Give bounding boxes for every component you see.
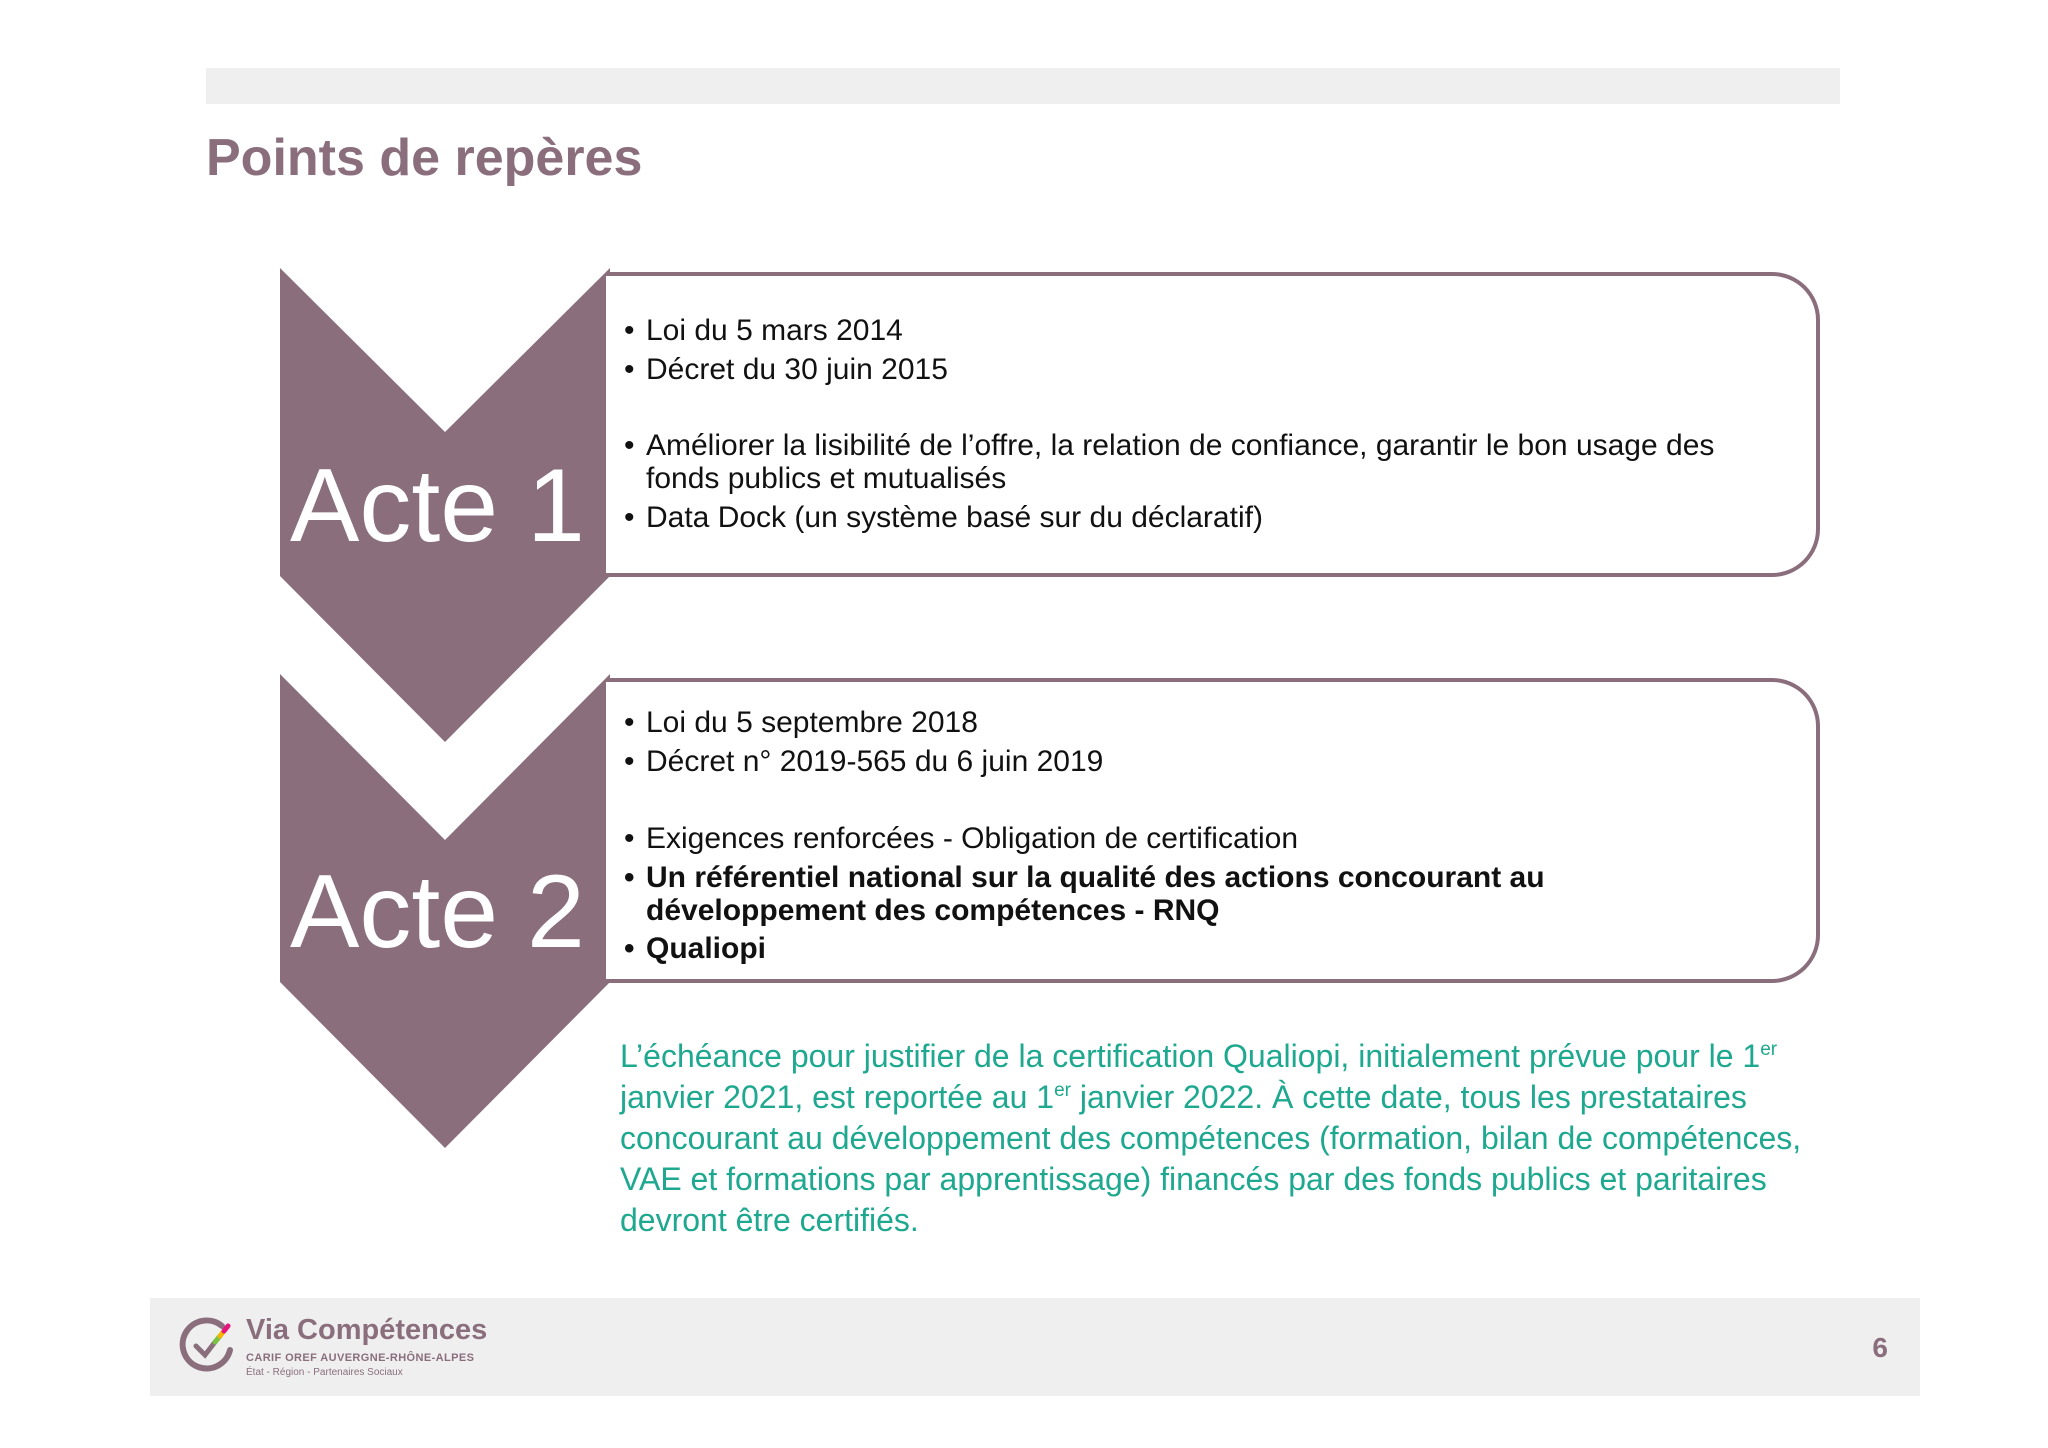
note-text-3: janvier 2022. À cette date, tous les prestataires concourant au développement des compétences (formation, bilan de compétences, VAE et formations par apprentissage) financés par des fonds publics et paritaires devront être certifiés. [620, 1079, 1802, 1238]
acte-2-item: • Décret n° 2019-565 du 6 juin 2019 [624, 745, 1786, 778]
logo-subtitle: CARIF OREF AUVERGNE-RHÔNE-ALPES [246, 1352, 475, 1364]
acte-1-item: • Décret du 30 juin 2015 [624, 353, 1786, 386]
acte-1-label: Acte 1 [290, 448, 585, 564]
note-sup-1: er [1760, 1039, 1778, 1060]
check-circle-icon [178, 1316, 238, 1376]
acte-2-box [606, 678, 1820, 983]
acte-2-item: • Exigences renforcées - Obligation de certification [624, 822, 1786, 855]
note-sup-2: er [1054, 1080, 1071, 1101]
acte-1-item: • Loi du 5 mars 2014 [624, 314, 1786, 347]
acte-2-item: • Loi du 5 septembre 2018 [624, 706, 1786, 739]
note-text-2: janvier 2021, est reportée au 1 [620, 1079, 1055, 1115]
note-text-1: L’échéance pour justifier de la certification Qualiopi, initialement prévue pour le 1 [620, 1038, 1761, 1074]
acte-1-item: • Améliorer la lisibilité de l’offre, la relation de confiance, garantir le bon usage des fonds publics et mutualisés [624, 429, 1786, 495]
acte-1-item: • Data Dock (un système basé sur du déclaratif) [624, 501, 1786, 534]
logo-tagline: État - Région - Partenaires Sociaux [246, 1367, 403, 1378]
logo-name: Via Compétences [246, 1314, 488, 1346]
footer-bar [150, 1298, 1920, 1396]
page-number: 6 [1872, 1332, 1888, 1363]
acte-2-item: • Un référentiel national sur la qualité des actions concourant au développement des compétences - RNQ [624, 861, 1626, 927]
deadline-note [620, 1036, 1810, 1241]
acte-1-box [606, 272, 1820, 577]
acte-2-label: Acte 2 [290, 854, 585, 970]
slide-title: Points de repères [206, 129, 643, 187]
acte-2-item: • Qualiopi [624, 932, 1786, 965]
